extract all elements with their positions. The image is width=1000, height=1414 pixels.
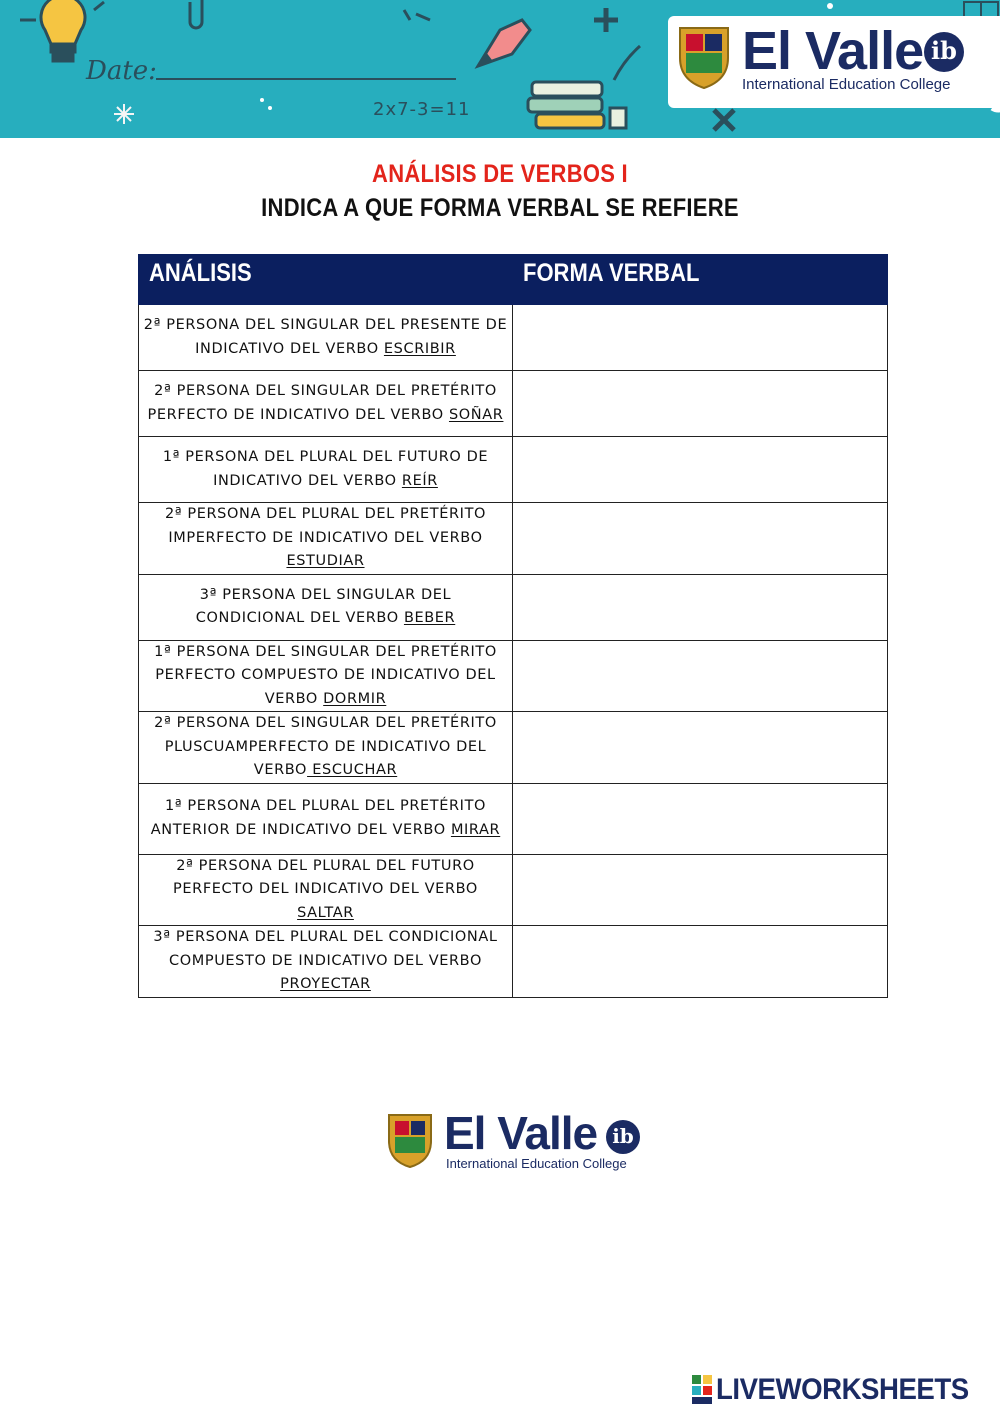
paperclip-icon — [190, 0, 202, 28]
table-row — [139, 783, 888, 854]
table-row — [139, 926, 888, 998]
answer-cell[interactable] — [513, 712, 888, 784]
answer-cell[interactable] — [513, 926, 888, 998]
verb-word: DORMIR — [323, 690, 387, 707]
column-header-analisis: ANÁLISIS — [139, 255, 513, 305]
lightbulb-icon — [41, 0, 85, 61]
table-row — [139, 712, 888, 784]
answer-cell[interactable] — [513, 371, 888, 437]
worksheet-instruction: INDICA A QUE FORMA VERBAL SE REFIERE — [261, 194, 739, 222]
answer-input[interactable] — [517, 954, 887, 971]
answer-input[interactable] — [517, 396, 887, 413]
analysis-cell: 2ª PERSONA DEL PLURAL DEL FUTURO PERFECTO DEL INDICATIVO DEL VERBO SALTAR — [139, 854, 513, 926]
verb-word: ESTUDIAR — [286, 553, 365, 569]
pencil-icon — [478, 20, 530, 66]
answer-input[interactable] — [517, 600, 887, 617]
footer-ib-badge: ib — [606, 1120, 640, 1154]
school-crest-icon — [676, 24, 732, 90]
verb-word: BEBER — [403, 610, 456, 626]
answer-cell[interactable] — [513, 305, 888, 371]
liveworksheets-wordmark: LIVEWORKSHEETS — [716, 1373, 969, 1406]
plus-icon — [594, 8, 618, 32]
answer-input[interactable] — [517, 882, 887, 899]
answer-cell[interactable] — [513, 640, 888, 712]
analysis-cell: 2ª PERSONA DEL SINGULAR DEL PRETÉRITO PERFECTO DE INDICATIVO DEL VERBO SOÑAR — [139, 371, 513, 437]
table-header-row — [139, 255, 888, 305]
verb-word: SOÑAR — [448, 406, 504, 423]
school-name: El Valle — [742, 21, 924, 81]
school-logo — [668, 16, 1000, 108]
footer-school-name: El Valle — [444, 1107, 598, 1159]
x-mark-icon — [714, 110, 734, 130]
verb-word: ESCUCHAR — [307, 762, 398, 778]
table-row — [139, 640, 888, 712]
date-label: Date: — [86, 56, 157, 86]
worksheet-title: ANÁLISIS DE VERBOS I — [372, 160, 628, 188]
header-banner — [0, 0, 1000, 138]
answer-cell[interactable] — [513, 574, 888, 640]
footer-school-subtitle: International Education College — [446, 1156, 627, 1171]
analysis-cell: 1ª PERSONA DEL PLURAL DEL PRETÉRITO ANTERIOR DE INDICATIVO DEL VERBO MIRAR — [139, 783, 513, 854]
answer-cell[interactable] — [513, 503, 888, 575]
analysis-cell: 2ª PERSONA DEL SINGULAR DEL PRESENTE DE INDICATIVO DEL VERBO ESCRIBIR — [139, 305, 513, 371]
answer-cell[interactable] — [513, 854, 888, 926]
date-line — [156, 78, 456, 80]
footer-school-logo — [380, 1106, 660, 1186]
verb-word: PROYECTAR — [280, 976, 371, 992]
school-subtitle: International Education College — [742, 76, 951, 93]
table-row — [139, 854, 888, 926]
answer-input[interactable] — [517, 668, 887, 685]
answer-input[interactable] — [517, 462, 887, 479]
verb-word: SALTAR — [297, 904, 354, 921]
verb-analysis-table — [138, 254, 888, 998]
analysis-cell: 3ª PERSONA DEL PLURAL DEL CONDICIONAL COMPUESTO DE INDICATIVO DEL VERBO PROYECTAR — [139, 926, 513, 998]
table-row — [139, 437, 888, 503]
answer-input[interactable] — [517, 811, 887, 828]
analysis-cell: 1ª PERSONA DEL SINGULAR DEL PRETÉRITO PERFECTO COMPUESTO DE INDICATIVO DEL VERBO DORMIR — [139, 640, 513, 712]
analysis-cell: 1ª PERSONA DEL PLURAL DEL FUTURO DE INDICATIVO DEL VERBO REÍR — [139, 437, 513, 503]
answer-input[interactable] — [517, 330, 887, 347]
verb-word: ESCRIBIR — [383, 340, 456, 357]
verb-word: REÍR — [401, 472, 438, 489]
table-row — [139, 503, 888, 575]
verb-word: MIRAR — [450, 821, 501, 838]
analysis-cell: 2ª PERSONA DEL PLURAL DEL PRETÉRITO IMPERFECTO DE INDICATIVO DEL VERBO ESTUDIAR — [139, 503, 513, 575]
answer-input[interactable] — [517, 531, 887, 548]
table-row — [139, 305, 888, 371]
table-row — [139, 574, 888, 640]
school-crest-icon — [386, 1112, 434, 1170]
answer-input[interactable] — [517, 740, 887, 757]
liveworksheets-logo-icon — [692, 1375, 714, 1405]
answer-cell[interactable] — [513, 783, 888, 854]
answer-cell[interactable] — [513, 437, 888, 503]
analysis-cell: 2ª PERSONA DEL SINGULAR DEL PRETÉRITO PLUSCUAMPERFECTO DE INDICATIVO DEL VERBO ESCUCHAR — [139, 712, 513, 784]
books-icon — [528, 46, 640, 128]
math-doodle: 2x7-3=11 — [373, 99, 471, 120]
analysis-cell: 3ª PERSONA DEL SINGULAR DEL CONDICIONAL DEL VERBO BEBER — [139, 574, 513, 640]
table-row — [139, 371, 888, 437]
column-header-forma-verbal: FORMA VERBAL — [513, 255, 888, 305]
ib-badge: ib — [924, 32, 964, 72]
